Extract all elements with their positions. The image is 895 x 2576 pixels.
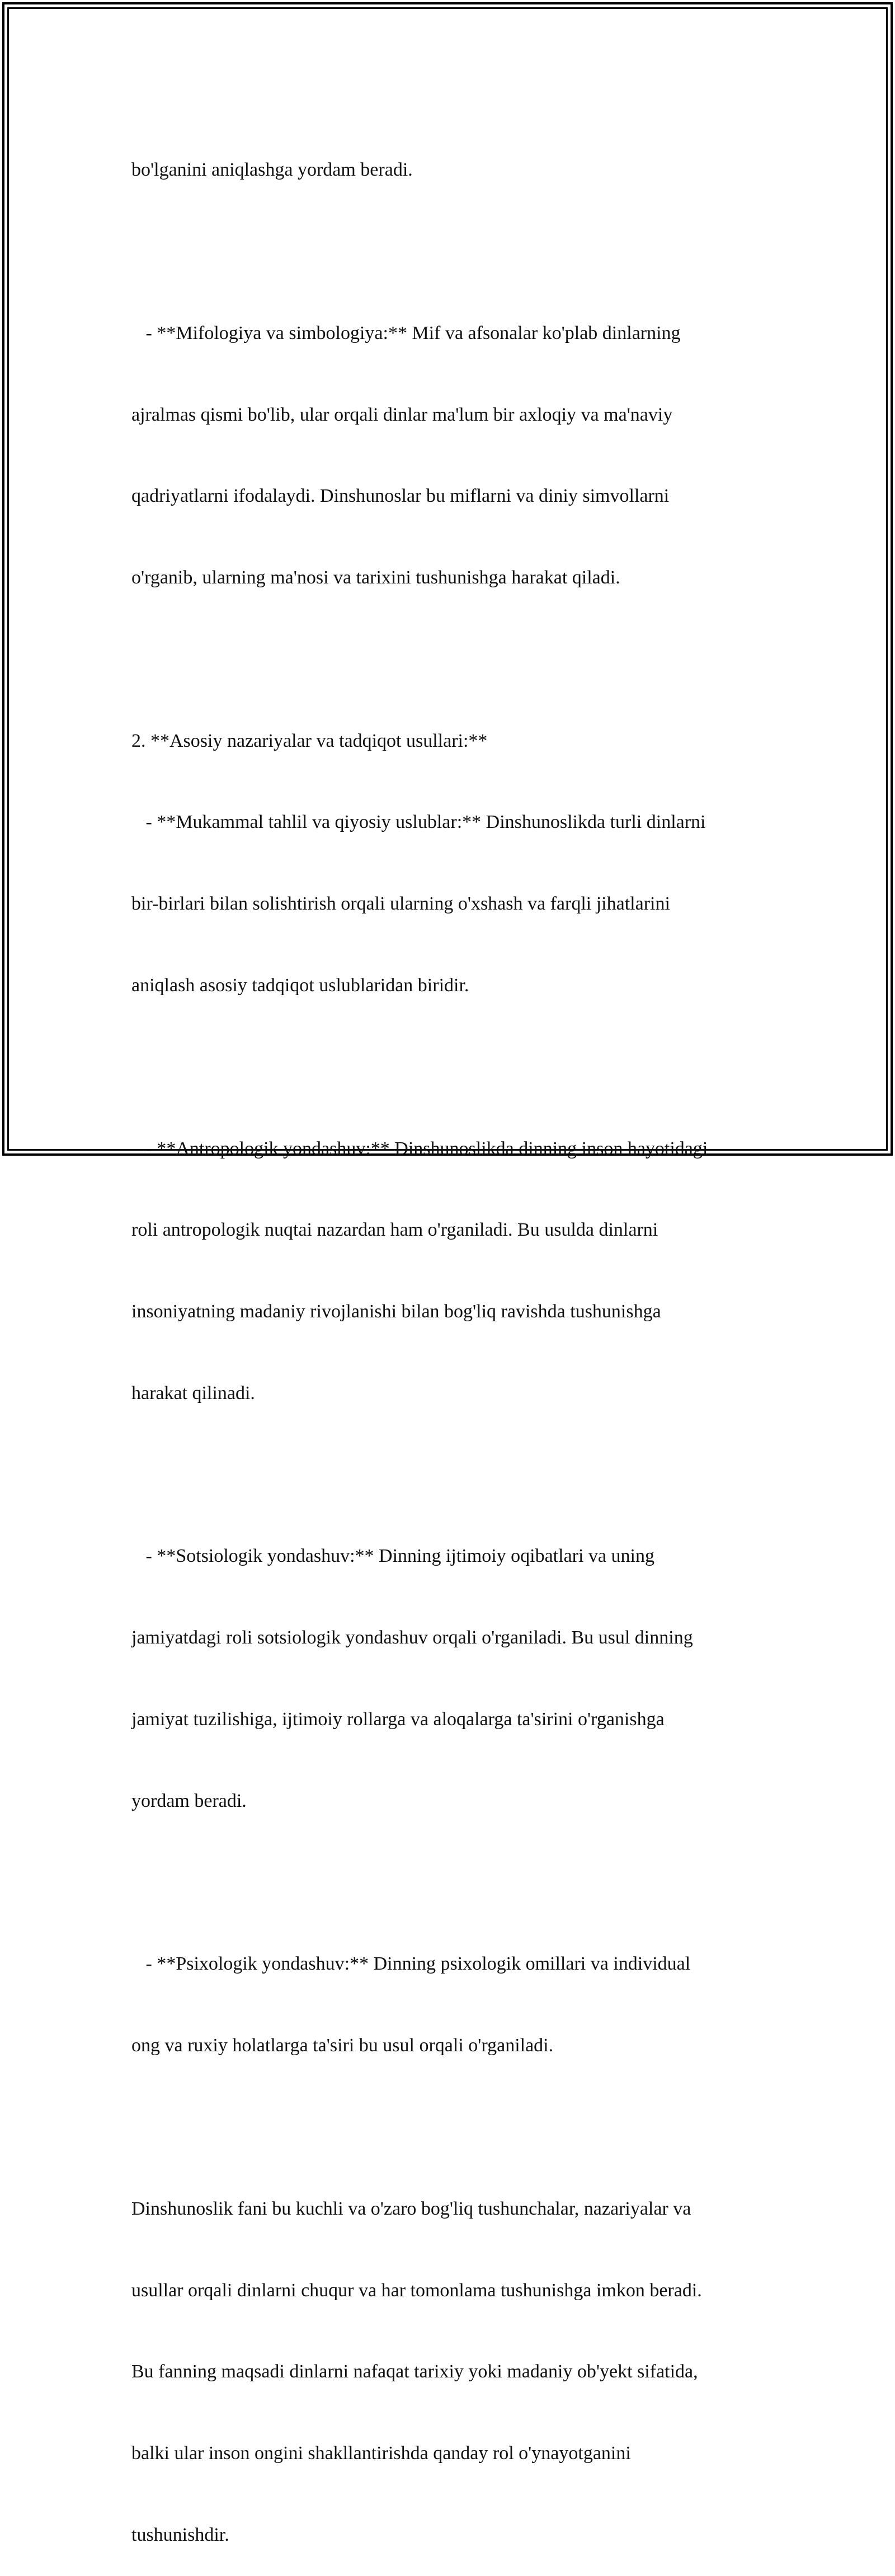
blank-line — [131, 1054, 775, 1081]
text-line: insoniyatning madaniy rivojlanishi bilan bog'liq ravishda tushunishga — [131, 1301, 661, 1322]
text-line: - **Mukammal tahlil va qiyosiy uslublar:** Dinshunoslikda turli dinlarni — [131, 812, 706, 833]
text-line: roli antropologik nuqtai nazardan ham o'rganiladi. Bu usulda dinlarni — [131, 1219, 658, 1241]
text-line: - **Psixologik yondashuv:** Dinning psixologik omillari va individual — [131, 1953, 691, 1975]
blank-line — [131, 1462, 775, 1489]
text-line: bir-birlari bilan solishtirish orqali ularning o'xshash va farqli jihatlarini — [131, 893, 670, 915]
text-line: aniqlash asosiy tadqiqot uslublaridan biridir. — [131, 975, 469, 996]
text-line: ong va ruxiy holatlarga ta'siri bu usul orqali o'rganiladi. — [131, 2035, 554, 2056]
text-line: jamiyatdagi roli sotsiologik yondashuv orqali o'rganiladi. Bu usul dinning — [131, 1627, 693, 1649]
text-line: qadriyatlarni ifodalaydi. Dinshunoslar bu miflarni va diniy simvollarni — [131, 486, 670, 507]
text-line: - **Mifologiya va simbologiya:** Mif va afsonalar ko'plab dinlarning — [131, 322, 681, 343]
text-line: tushunishdir. — [131, 2524, 229, 2545]
text-line: harakat qilinadi. — [131, 1382, 255, 1404]
text-line: o'rganib, ularning ma'nosi va tarixini tushunishga harakat qiladi. — [131, 567, 620, 588]
text-line: balki ular inson ongini shakllantirishda qanday rol o'ynayotganini — [131, 2443, 631, 2464]
document-body — [131, 102, 775, 2576]
blank-line — [131, 646, 775, 674]
section-heading: 2. **Asosiy nazariyalar va tadqiqot usullari:** — [131, 730, 488, 751]
text-line: Dinshunoslik fani bu kuchli va o'zaro bog'liq tushunchalar, nazariyalar va — [131, 2198, 691, 2219]
text-line: bo'lganini aniqlashga yordam beradi. — [131, 159, 413, 181]
blank-line — [131, 1869, 775, 1897]
text-line: yordam beradi. — [131, 1790, 247, 1811]
text-line: Bu fanning maqsadi dinlarni nafaqat tarixiy yoki madaniy ob'yekt sifatida, — [131, 2361, 698, 2382]
text-line: - **Sotsiologik yondashuv:** Dinning ijtimoiy oqibatlari va uning — [131, 1546, 654, 1567]
text-line: ajralmas qismi bo'lib, ular orqali dinlar ma'lum bir axloqiy va ma'naviy — [131, 404, 673, 425]
text-line: usullar orqali dinlarni chuqur va har tomonlama tushunishga imkon beradi. — [131, 2280, 702, 2301]
text-line: - **Antropologik yondashuv:** Dinshunoslikda dinning inson hayotidagi — [131, 1138, 708, 1159]
text-line: jamiyat tuzilishiga, ijtimoiy rollarga va aloqalarga ta'sirini o'rganishga — [131, 1709, 665, 1730]
blank-line — [131, 2114, 775, 2141]
blank-line — [131, 238, 775, 266]
